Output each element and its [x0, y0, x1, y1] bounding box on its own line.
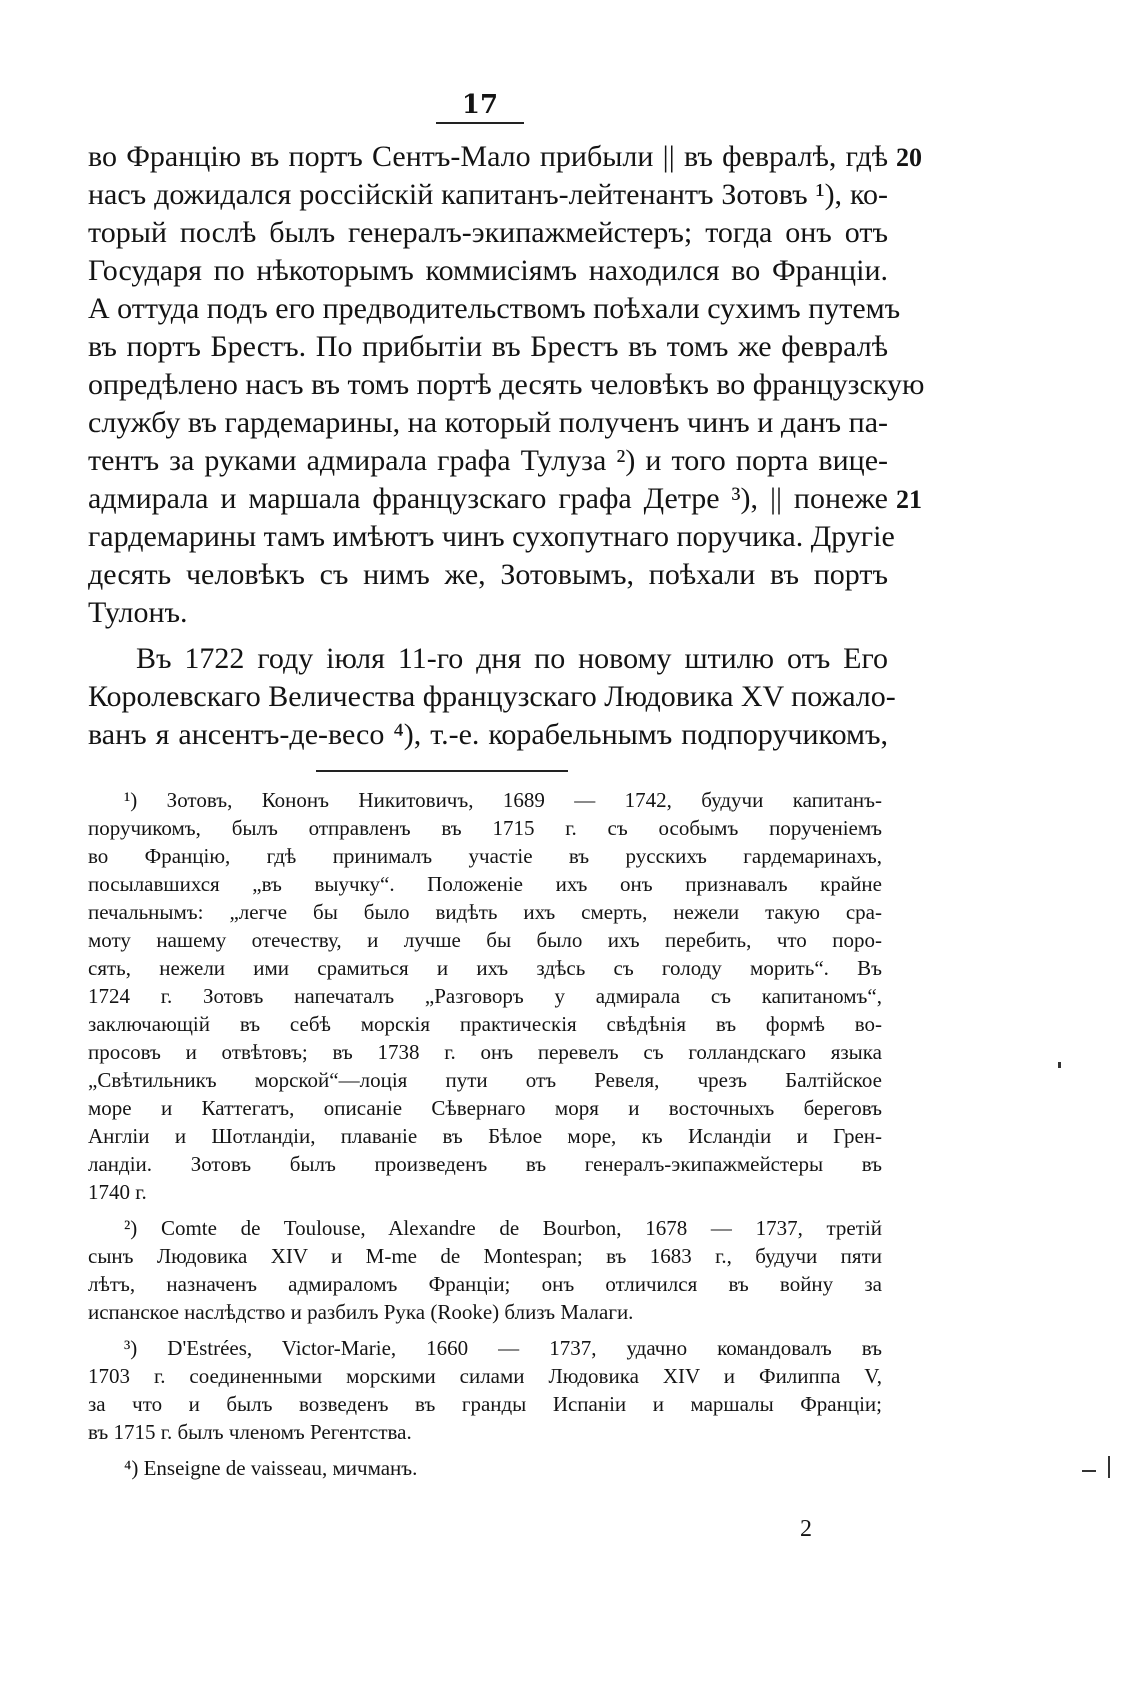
- footnote-line: „Свѣтильникъ морской“—лоція пути отъ Ревеля, чрезъ Балтійское: [88, 1068, 882, 1092]
- footnote-4: [88, 1454, 882, 1482]
- footnote-2: [88, 1214, 882, 1326]
- footnote-line: ландіи. Зотовъ былъ произведенъ въ генералъ-экипажмейстеры въ: [88, 1152, 882, 1176]
- footnote-line: испанское наслѣдство и разбилъ Рука (Rooke) близъ Малаги.: [88, 1300, 634, 1324]
- main-line: тентъ за руками адмирала графа Тулуза ²) и того порта вице-: [88, 444, 888, 477]
- main-line: въ портъ Брестъ. По прибытіи въ Брестъ въ томъ же февралѣ: [88, 330, 888, 363]
- print-speck: [1082, 1470, 1096, 1472]
- main-line: А оттуда подъ его предводительствомъ поѣхали сухимъ путемъ: [88, 292, 901, 325]
- main-line: адмирала и маршала французскаго графа Детре ³), || понеже: [88, 482, 888, 515]
- footnote-line: заключающій въ себѣ морскія практическія свѣдѣнія въ формѣ во-: [88, 1012, 882, 1036]
- print-speck: [1108, 1456, 1110, 1478]
- footnote-line: сынъ Людовика XIV и M-me de Montespan; въ 1683 г., будучи пяти: [88, 1244, 882, 1268]
- main-line: Тулонъ.: [88, 596, 188, 629]
- main-line: во Францію въ портъ Сентъ-Мало прибыли || въ февралѣ, гдѣ: [88, 140, 888, 173]
- footnote-line: посылавшихся „въ выучку“. Положеніе ихъ онъ признавалъ крайне: [88, 872, 882, 896]
- main-line: Государя по нѣкоторымъ коммисіямъ находился во Франціи.: [88, 254, 888, 287]
- footnote-line: Англіи и Шотландіи, плаваніе въ Бѣлое море, къ Исландіи и Грен-: [88, 1124, 882, 1148]
- footnote-line: море и Каттегатъ, описаніе Сѣвернаго моря и восточныхъ береговъ: [88, 1096, 882, 1120]
- footnote-line: 1740 г.: [88, 1180, 147, 1204]
- main-line: насъ дожидался россійскій капитанъ-лейтенантъ Зотовъ ¹), ко-: [88, 178, 888, 211]
- footnote-line: поручикомъ, былъ отправленъ въ 1715 г. съ особымъ порученіемъ: [88, 816, 882, 840]
- footnote-line: 1703 г. соединенными морскими силами Людовика XIV и Филиппа V,: [88, 1364, 882, 1388]
- footnote-line: во Францію, гдѣ принималъ участіе въ русскихъ гардемаринахъ,: [88, 844, 882, 868]
- main-line: опредѣлено насъ въ томъ портѣ десять человѣкъ во французскую: [88, 368, 925, 401]
- footnote-line: печальнымъ: „легче бы было видѣть ихъ смерть, нежели такую сра-: [88, 900, 882, 924]
- main-line: торый послѣ былъ генералъ-экипажмейстеръ; тогда онъ отъ: [88, 216, 888, 249]
- page-number: 17: [461, 90, 499, 120]
- main-line: гардемарины тамъ имѣютъ чинъ сухопутнаго поручика. Другіе: [88, 520, 895, 553]
- footnote-line: ³) D'Estrées, Victor-Marie, 1660 — 1737, удачно командовалъ въ: [124, 1336, 882, 1360]
- main-line: Королевскаго Величества французскаго Людовика XV пожало-: [88, 680, 896, 713]
- footnote-rule: [316, 770, 568, 772]
- main-line: ванъ я ансентъ-де-весо ⁴), т.-е. корабельнымъ подпоручикомъ,: [88, 718, 888, 751]
- margin-number-20: 20: [896, 143, 922, 172]
- main-line: службу въ гардемарины, на который полученъ чинъ и данъ па-: [88, 406, 888, 439]
- footnote-line: просовъ и отвѣтовъ; въ 1738 г. онъ перевелъ съ голландскаго языка: [88, 1040, 882, 1064]
- footnotes: [88, 786, 882, 1490]
- footnote-1: [88, 786, 882, 1206]
- main-line: Въ 1722 году іюля 11-го дня по новому штилю отъ Его: [136, 642, 888, 675]
- footnote-line: моту нашему отечеству, и лучше бы было ихъ перебить, что поро-: [88, 928, 882, 952]
- footnote-line: въ 1715 г. былъ членомъ Регентства.: [88, 1420, 412, 1444]
- footnote-line: ⁴) Enseigne de vaisseau, мичманъ.: [124, 1456, 418, 1480]
- margin-number-21: 21: [896, 485, 922, 514]
- footnote-line: ¹) Зотовъ, Кононъ Никитовичъ, 1689 — 1742, будучи капитанъ-: [124, 788, 882, 812]
- footnote-line: ²) Comte de Toulouse, Alexandre de Bourbon, 1678 — 1737, третій: [124, 1216, 882, 1240]
- print-speck: [1058, 1062, 1061, 1068]
- footnote-line: лѣтъ, назначенъ адмираломъ Франціи; онъ отличился въ войну за: [88, 1272, 882, 1296]
- main-line: десять человѣкъ съ нимъ же, Зотовымъ, поѣхали въ портъ: [88, 558, 888, 591]
- footnote-line: за что и былъ возведенъ въ гранды Испаніи и маршалы Франціи;: [88, 1392, 882, 1416]
- footnote-3: [88, 1334, 882, 1446]
- footnote-line: 1724 г. Зотовъ напечаталъ „Разговоръ у адмирала съ капитаномъ“,: [88, 984, 882, 1008]
- signature-mark: 2: [800, 1516, 812, 1542]
- footnote-line: сять, нежели ими срамиться и ихъ здѣсь съ голоду морить“. Въ: [88, 956, 882, 980]
- page-number-rule: [436, 122, 524, 124]
